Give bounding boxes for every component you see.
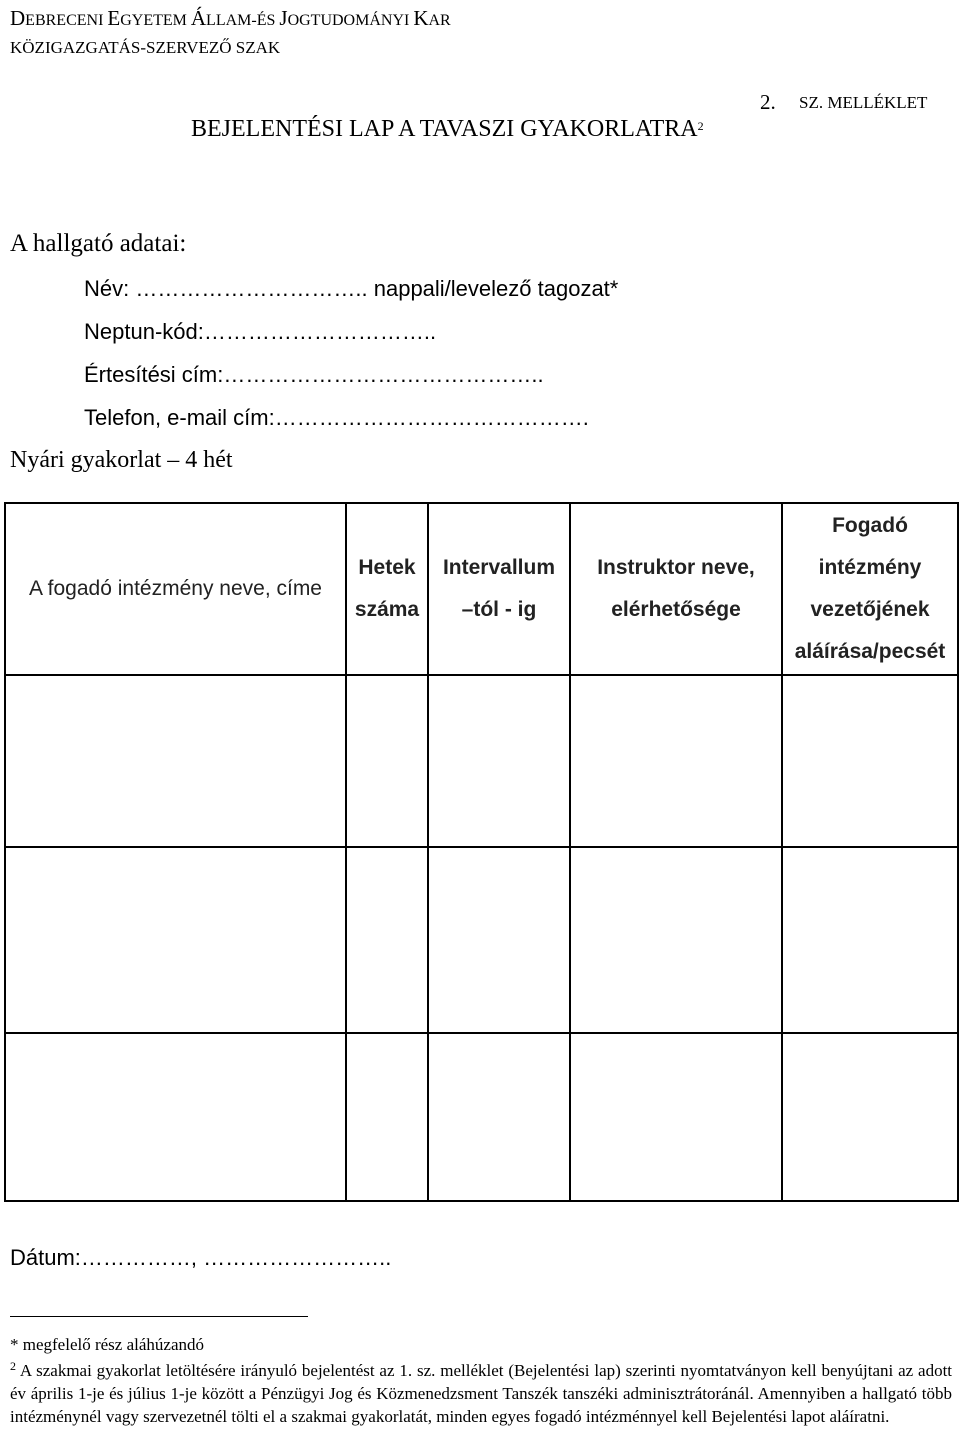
cell-instructor[interactable]: [570, 1033, 782, 1201]
university-name: DEBRECENI EGYETEM ÁLLAM-ÉS JOGTUDOMÁNYI KAR: [10, 6, 451, 30]
cell-weeks[interactable]: [346, 847, 428, 1033]
table-row: [5, 847, 958, 1033]
cell-signature[interactable]: [782, 1033, 958, 1201]
cell-institution[interactable]: [5, 847, 346, 1033]
address-line: [84, 362, 544, 388]
neptun-label: Neptun-kód:: [84, 319, 204, 344]
name-label: Név:: [84, 276, 130, 301]
footnote-2: [10, 1355, 952, 1428]
cell-signature[interactable]: [782, 675, 958, 847]
footnote-number: 2: [10, 1359, 16, 1373]
table-row: [5, 675, 958, 847]
cell-weeks[interactable]: [346, 675, 428, 847]
header-interval: Intervallum –tól - ig: [428, 503, 570, 675]
date-label: Dátum:: [10, 1245, 81, 1270]
cell-institution[interactable]: [5, 1033, 346, 1201]
contact-dots: …………………………………….: [274, 405, 589, 430]
date-line: [10, 1245, 391, 1271]
date-dots: ……………, ……………………..: [80, 1245, 392, 1270]
name-line: [84, 276, 618, 302]
neptun-line: [84, 319, 436, 345]
cell-signature[interactable]: [782, 847, 958, 1033]
cell-institution[interactable]: [5, 675, 346, 847]
header-institution: A fogadó intézmény neve, címe: [5, 503, 346, 675]
footnote-star: * megfelelő rész aláhúzandó: [10, 1335, 204, 1354]
address-label: Értesítési cím:: [84, 362, 224, 387]
program-name: KÖZIGAZGATÁS-SZERVEZŐ SZAK: [10, 38, 281, 57]
student-heading: A hallgató adatai:: [10, 230, 187, 257]
form-title: BEJELENTÉSI LAP A TAVASZI GYAKORLATRA$^2$: [191, 116, 704, 142]
neptun-dots: …………………………..: [203, 319, 437, 344]
header-instructor: Instruktor neve, elérhetősége: [570, 503, 782, 675]
footnote-ref: 2: [697, 119, 704, 133]
table-header-row: [5, 503, 958, 675]
study-mode: nappali/levelező tagozat*: [373, 276, 619, 301]
address-dots: ……………………………………..: [223, 362, 544, 387]
table-row: [5, 1033, 958, 1201]
cell-interval[interactable]: [428, 675, 570, 847]
cell-instructor[interactable]: [570, 675, 782, 847]
contact-line: [84, 405, 589, 431]
footnote-text: A szakmai gyakorlat letöltésére irányuló bejelentést az 1. sz. melléklet (Bejelentési lap) szerinti nyomtatványon kell benyújtani az adott év április 1-je és július 1-je között a Pénzügyi Jog és Közmenedzsment Tanszék tanszéki adminisztrátoránál. Amennyiben a hallgató több intézménynél vagy szervezetnél tölti el a szakmai gyakorlatát, minden egyes fogadó intézménnyel kell Bejelentési lapot aláíratni.: [10, 1361, 953, 1426]
practice-label: Nyári gyakorlat – 4 hét: [10, 447, 233, 473]
header-weeks: Hetek száma: [346, 503, 428, 675]
cell-interval[interactable]: [428, 847, 570, 1033]
annex-label: SZ. MELLÉKLET: [799, 93, 928, 112]
annex-number: 2.: [760, 90, 776, 114]
header-signature: Fogadó intézmény vezetőjének aláírása/pecsét: [782, 503, 958, 675]
cell-interval[interactable]: [428, 1033, 570, 1201]
cell-weeks[interactable]: [346, 1033, 428, 1201]
footnote-separator: [10, 1316, 308, 1317]
practice-table: [4, 502, 959, 1202]
name-dots: …………………………..: [135, 276, 368, 301]
cell-instructor[interactable]: [570, 847, 782, 1033]
contact-label: Telefon, e-mail cím:: [84, 405, 275, 430]
